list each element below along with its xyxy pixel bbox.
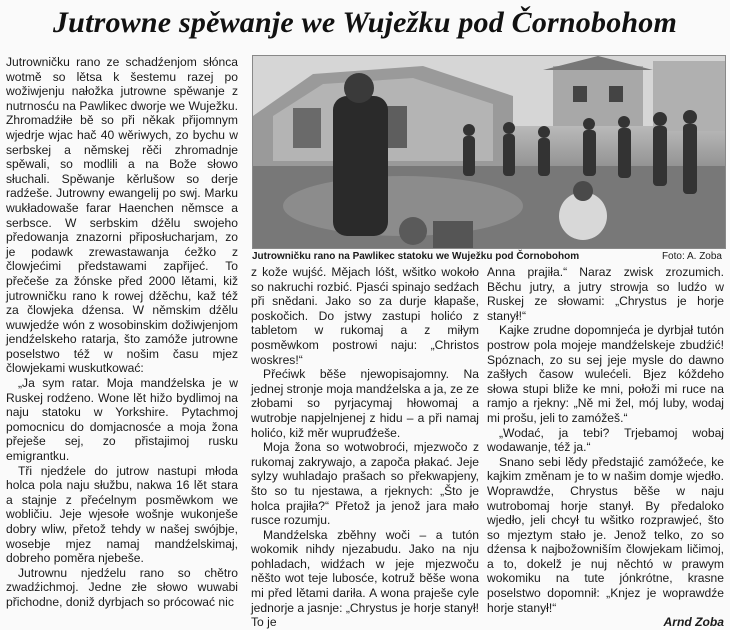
- paragraph: Anna prajiła.“ Naraz zwisk zrozumich. Běchu jutry, a jutry strowja so ludźo w Ruskej ze słowami: „Chrystus je horje stanył!“: [487, 265, 724, 323]
- paragraph: „Ja sym ratar. Moja mandźelska je w Ruskej rodźeno. Wone lět hižo bydlimoj na naju statoku w Yorkshire. Pytachmoj pomocnicu do domjacnosće a moja žona přeješe sej, zo přistajimoj rusku emigrantku.: [6, 376, 238, 464]
- article-photo: [252, 55, 726, 249]
- paragraph: Kajke zrudne dopomnjeća je dyrbjał tutón postrow pola mojeje mandźelskeje zbudźić! Spóznach, zo su sej jeje mysle do dawno zašłych časow wulećeli. Bjez kóždeho słowa stupi bliže ke mni, połoži mi ruce na ramjo a rjekny: „Ně mi žel, mój luby, wodaj mi prošu, jeli to zamóžeš.“: [487, 323, 724, 425]
- article-column-1: [6, 55, 238, 610]
- photo-credit: Foto: A. Zoba: [661, 251, 722, 262]
- photo-illustration: [253, 56, 725, 248]
- paragraph: z kože wujść. Mějach lóšt, wšitko wokoło so nakruchi rozbić. Pjasći spinajo sedźach při snědani. Jako so za durje kłapaše, poskočich. Do jstwy zastupi holićo z tabletom w rukomaj a z miłym posměwkom postrowi naju: „Christos woskres!“: [251, 265, 479, 367]
- article-column-3: [487, 265, 724, 630]
- paragraph: Jutrownu njedźelu rano so chětro zwadźichmoj. Jedne złe słowo wuwabi přichodne, doniž dyrbjach so prócować nic: [6, 565, 238, 609]
- paragraph: „Wodać, ja tebi? Trjebamoj wobaj wodawanje, též ja.“: [487, 425, 724, 455]
- paragraph: Snano sebi lědy předstajić zamóžeće, ke kajkim změnam je to w našim domje wjedło. Woprawdźe, Chrystus běše w naju wutrobomaj horje stanył. By předaloko wjedło, jeli chcył tu wšitko rozprawjeć, što so mjeztym stało je. Jenož telko, zo so dźensa k najbožowniším člowjekam ličimoj, a to, dokelž je nuj něchtó w prawym wokomiku na tute jónkrótne, krasne poselstwo dopomnił: „Knjez je woprawdźe horje stanył!“: [487, 454, 724, 615]
- photo-caption-bar: [252, 250, 724, 264]
- paragraph: Moja žona so wotwobroći, mjezwočo z rukomaj zakrywajo, a započa płakać. Jeje sylzy wuhladajo prašach so překwapjeny, što so tu njestawa, a rjeknych: „Što je holca prajiła?“ Přetož ja jenož jara mało rusce rozumju.: [251, 440, 479, 528]
- paragraph: Přećiwk běše njewopisajomny. Na jednej stronje moja mandźelska a ja, ze ze złobami so pyrjacymaj hłowomaj a wutrobje napjelnjenej z hidu – a při namaj holićo, kiž měr wupruđźeše.: [251, 367, 479, 440]
- paragraph: Mandźelska zběhny woči – a tutón wokomik nihdy njezabudu. Jako na nju pohladach, widźach w jeje mjezwoču něšto wot teje lubosće, kotruž běše wona mi před lětami dariła. A wona praješe cyle jednorje a jasnje: „Chrystus je horje stanył! To je: [251, 527, 479, 630]
- photo-caption: Jutrowničku rano na Pawlikec statoku we Wuježku pod Čornobohom: [252, 251, 580, 262]
- article-headline: Jutrowne spěwanje we Wuježku pod Čornobohom: [52, 6, 678, 39]
- article-author: Arnd Zoba: [663, 615, 724, 630]
- paragraph: Tři njedźele do jutrow nastupi młoda holca pola naju słužbu, nakwa 16 lět stara a stajnje z přećelnym posměwkom we wobličiu. Jeje wjesołe wošnje wukonješe dobry wliw, přetož tehdy w našej swójbje, wosebje mjez namaj mandźelskimaj, dobreho poměra njebeše.: [6, 463, 238, 566]
- paragraph: Jutrowničku rano ze schadźenjom słónca wotmě so lětsa k šestemu razej po wožiwjenju nałožka jutrowne spěwanje z nutrnosću na Pawlikec dworje we Wuježku. Zhromadźiłe bě so při někak přijomnym wjedrje wjac hač 40 wěriwych, zo bychu w serbskej a němskej rěči zhromadnje spěwali, so modlili a na Bože słowo słuchali. Spěwanje kěrlušow so derje radźeše. Jutrowny ewangelij po swj. Marku wukładowaše farar Haenchen němsce a serbsce. W serbskim dźělu swojeho předowanja znazorni připosłucharjam, zo je podawk zrewastawanja ćežko z člowjećimi předstawami zapřijeć. To přečeše za žónske před 2000 lětami, kiž jutrowničku rano k rowej dźěchu, kaž též za člowjeka dźensa. W němskim dźělu wuwjedźe wón z wosobinskim dožiwjenjom jendźelskeho ratarja, što zamóže jutrowne poselstwo též w nošim času mjez člowjekami wuskutkować:: [6, 55, 238, 376]
- article-column-2: [251, 265, 479, 630]
